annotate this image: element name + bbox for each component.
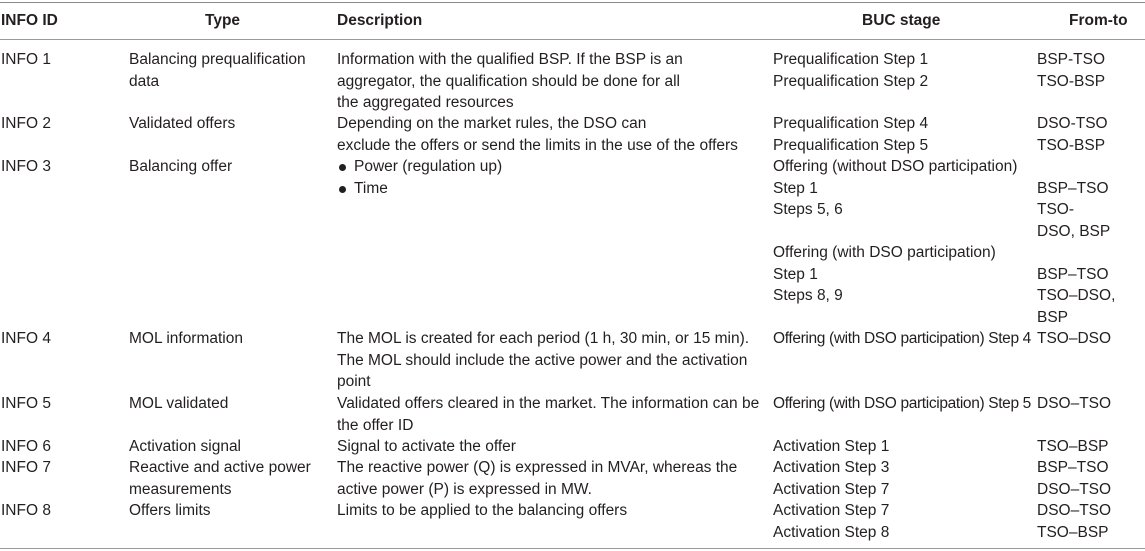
description-cell <box>337 328 749 393</box>
description-cell <box>337 457 737 500</box>
bullet-dot-icon <box>339 186 346 193</box>
info-id-cell: INFO 4 <box>1 330 51 347</box>
from-to-gap <box>1037 242 1115 264</box>
description-cell <box>337 393 759 436</box>
from-to-line: TSO- <box>1037 201 1075 218</box>
info-id-cell: INFO 6 <box>1 438 51 455</box>
description-line: aggregator, the qualification should be done for all <box>337 72 680 90</box>
buc-line: Prequalification Step 5 <box>773 136 929 154</box>
type-line: MOL validated <box>129 395 229 412</box>
description-line: point <box>337 373 371 390</box>
buc-line: Steps 8, 9 <box>773 287 843 304</box>
from-to-line: DSO-TSO <box>1037 115 1108 132</box>
buc-line: Activation Step 3 <box>773 459 890 476</box>
buc-line: Activation Step 7 <box>773 480 890 498</box>
description-cell <box>337 49 683 114</box>
header-info-id: INFO ID <box>1 12 58 29</box>
from-to-cell <box>1037 500 1111 543</box>
header-type: Type <box>205 12 241 29</box>
type-cell <box>129 436 241 458</box>
bullet-item <box>337 156 502 178</box>
buc-gap <box>773 221 1017 243</box>
from-to-line: TSO-BSP <box>1037 72 1106 90</box>
buc-stage-cell <box>773 393 1031 415</box>
info-id-cell: INFO 1 <box>1 51 51 68</box>
from-to-cell <box>1037 436 1109 458</box>
bullet-dot-icon <box>339 164 346 171</box>
from-to-gap <box>1037 156 1115 178</box>
description-line: Validated offers cleared in the market. The information can be <box>337 395 760 412</box>
type-line: Offers limits <box>129 502 211 519</box>
buc-line: Steps 5, 6 <box>773 201 843 218</box>
buc-line: Activation Step 1 <box>773 438 890 455</box>
description-cell <box>337 113 738 156</box>
buc-stage-cell <box>773 49 928 92</box>
from-to-cell <box>1037 457 1111 500</box>
header-buc-stage: BUC stage <box>862 12 941 29</box>
header-description: Description <box>337 12 423 29</box>
info-id-cell: INFO 5 <box>1 395 51 412</box>
description-line: Signal to activate the offer <box>337 438 516 455</box>
info-id-cell: INFO 2 <box>1 115 51 132</box>
bullet-text: Power (regulation up) <box>354 158 503 175</box>
description-line: the offer ID <box>337 416 414 434</box>
from-to-line: TSO-BSP <box>1037 136 1106 154</box>
type-cell <box>129 393 228 415</box>
description-line: Information with the qualified BSP. If the BSP is an <box>337 51 683 68</box>
buc-line: Activation Step 8 <box>773 523 890 541</box>
buc-line: Offering (with DSO participation) Step 5 <box>773 395 1031 412</box>
info-id-cell: INFO 3 <box>1 158 51 175</box>
buc-line: Offering (with DSO participation) <box>773 244 996 261</box>
description-line: The reactive power (Q) is expressed in MVAr, whereas the <box>337 459 738 476</box>
buc-line: Prequalification Step 2 <box>773 72 929 90</box>
type-cell <box>129 328 243 350</box>
from-to-line: BSP–TSO <box>1037 265 1109 283</box>
description-cell <box>337 500 627 522</box>
type-line: Validated offers <box>129 115 236 132</box>
type-line: Activation signal <box>129 438 242 455</box>
from-to-line: TSO–BSP <box>1037 523 1109 541</box>
buc-line: Offering (without DSO participation) <box>773 158 1018 175</box>
type-line: Balancing offer <box>129 158 233 175</box>
description-line: Limits to be applied to the balancing offers <box>337 502 628 519</box>
from-to-line: DSO–TSO <box>1037 480 1112 498</box>
buc-line: Step 1 <box>773 179 818 197</box>
from-to-cell <box>1037 113 1108 156</box>
buc-stage-cell <box>773 156 1017 307</box>
type-cell <box>129 500 211 522</box>
buc-stage-cell <box>773 436 889 458</box>
info-id-cell: INFO 8 <box>1 502 51 519</box>
from-to-line: TSO–DSO <box>1037 330 1112 347</box>
type-cell <box>129 49 306 92</box>
from-to-line: TSO–DSO, <box>1037 287 1116 304</box>
from-to-line: TSO–BSP <box>1037 438 1109 455</box>
buc-stage-cell <box>773 328 1031 350</box>
type-cell <box>129 113 235 135</box>
from-to-line: DSO–TSO <box>1037 502 1112 519</box>
header-from-to: From-to <box>1069 12 1128 29</box>
type-line: measurements <box>129 480 232 498</box>
type-line: Balancing prequalification <box>129 51 306 68</box>
from-to-line: BSP–TSO <box>1037 179 1109 197</box>
description-line: exclude the offers or send the limits in the use of the offers <box>337 136 738 154</box>
buc-stage-cell <box>773 113 928 156</box>
table-top-rule <box>0 2 1145 3</box>
table-bottom-rule <box>0 548 1145 549</box>
header-rule <box>0 39 1145 40</box>
info-id-cell: INFO 7 <box>1 459 51 476</box>
from-to-cell <box>1037 393 1111 415</box>
from-to-line: DSO, BSP <box>1037 222 1111 240</box>
type-line: Reactive and active power <box>129 459 311 476</box>
from-to-line: BSP-TSO <box>1037 51 1106 68</box>
description-cell <box>337 156 502 199</box>
buc-line: Step 1 <box>773 265 818 283</box>
from-to-cell <box>1037 156 1115 328</box>
bullet-text: Time <box>354 179 388 197</box>
buc-line: Offering (with DSO participation) Step 4 <box>773 330 1031 347</box>
buc-stage-cell <box>773 500 889 543</box>
description-cell <box>337 436 516 458</box>
bullet-item <box>337 178 502 200</box>
buc-line: Activation Step 7 <box>773 502 890 519</box>
from-to-line: DSO–TSO <box>1037 395 1112 412</box>
from-to-cell <box>1037 49 1105 92</box>
description-line: The MOL should include the active power and the activation <box>337 351 748 369</box>
from-to-line: BSP–TSO <box>1037 459 1109 476</box>
buc-stage-cell <box>773 457 889 500</box>
buc-line: Prequalification Step 1 <box>773 51 929 68</box>
type-line: data <box>129 72 160 90</box>
type-line: MOL information <box>129 330 243 347</box>
description-line: Depending on the market rules, the DSO can <box>337 115 647 132</box>
buc-line: Prequalification Step 4 <box>773 115 929 132</box>
description-line: The MOL is created for each period (1 h, 30 min, or 15 min). <box>337 330 750 347</box>
description-line: active power (P) is expressed in MW. <box>337 480 592 498</box>
from-to-cell <box>1037 328 1111 350</box>
type-cell <box>129 457 311 500</box>
type-cell <box>129 156 232 178</box>
from-to-line: BSP <box>1037 308 1069 326</box>
description-line: the aggregated resources <box>337 94 514 111</box>
